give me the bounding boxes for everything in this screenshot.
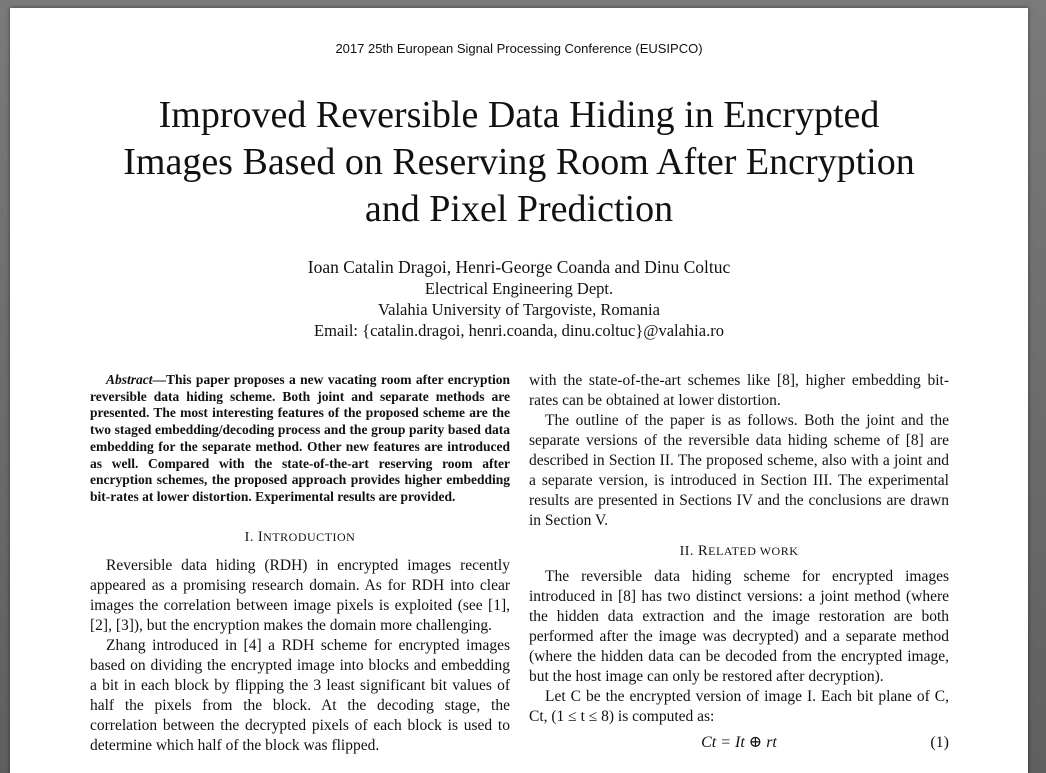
section-heading-related-work: II. RELATED WORK [679, 543, 799, 559]
author-email: Email: {catalin.dragoi, henri.coanda, dinu.coltuc}@valahia.ro [314, 321, 724, 340]
related-paragraph-2: Let C be the encrypted version of image I. Each bit plane of C, Ct, (1 ≤ t ≤ 8) is computed as: [529, 688, 949, 725]
related-paragraph-1: The reversible data hiding scheme for encrypted images introduced in [8] has two distinct versions: a joint method (where the hidden data extraction and the image restoration are both performed after the image was decrypted) and a separate method (where the hidden data can be decoded from the encrypted image, but the host image can only be restored after decryption). [529, 568, 949, 685]
outline-paragraph: The outline of the paper is as follows. Both the joint and the separate versions of the reversible data hiding scheme of [8] are described in Section II. The proposed scheme, also with a joint and a separate version, is introduced in Section III. The experimental results are presented in Sections IV and the conclusions are drawn in Section V. [529, 412, 949, 529]
right-column [529, 371, 949, 751]
section-numeral: II. [679, 544, 698, 559]
author-university: Valahia University of Targoviste, Romania [378, 300, 660, 319]
paper-title [50, 92, 988, 233]
equation-1 [529, 729, 949, 751]
intro-paragraph-1: Reversible data hiding (RDH) in encrypted images recently appeared as a promising research domain. As for RDH into clear images the correlation between image pixels is exploited (see [1], [2], [3]), but the encryption makes the domain more challenging. [90, 556, 510, 634]
title-line-3: and Pixel Prediction [364, 188, 674, 230]
equation-expression: Ct = It ⊕ rt [701, 734, 777, 751]
author-department: Electrical Engineering Dept. [424, 279, 614, 298]
author-names: Ioan Catalin Dragoi, Henri-George Coanda and Dinu Coltuc [307, 257, 731, 277]
abstract [90, 371, 510, 506]
title-line-2: Images Based on Reserving Room After Encryption [123, 141, 915, 183]
abstract-text: —This paper proposes a new vacating room after encryption reversible data hiding scheme. Both joint and separate methods are presented. The most interesting features of the proposed scheme are the two staged embedding/decoding process and the group parity based data embedding for the separate method. Other new features are introduced as well. Compared with the state-of-the-art reserving room after encryption schemes, the proposed approach provides higher embedding bit-rates at lower distortion. Experimental results are provided. [90, 372, 510, 504]
continued-paragraph: with the state-of-the-art schemes like [8], higher embedding bit-rates can be obtained at lower distortion. [529, 372, 949, 409]
section-numeral: I. [244, 529, 258, 545]
intro-paragraph-2: Zhang introduced in [4] a RDH scheme for encrypted images based on dividing the encrypted image into blocks and embedding a bit in each block by flipping the 3 least significant bit values of half the pixels from the block. At the decoding stage, the correlation between the decrypted pixels of each block is used to determine which half of the block was flipped. [90, 636, 510, 754]
paper-page [10, 8, 1028, 773]
left-column [90, 371, 510, 756]
title-line-1: Improved Reversible Data Hiding in Encrypted [158, 94, 880, 136]
section-heading-introduction: I. INTRODUCTION [244, 528, 356, 545]
conference-header: 2017 25th European Signal Processing Conference (EUSIPCO) [335, 41, 703, 56]
equation-number: (1) [930, 734, 949, 751]
author-block [10, 257, 1028, 341]
abstract-label: Abstract [106, 372, 153, 387]
